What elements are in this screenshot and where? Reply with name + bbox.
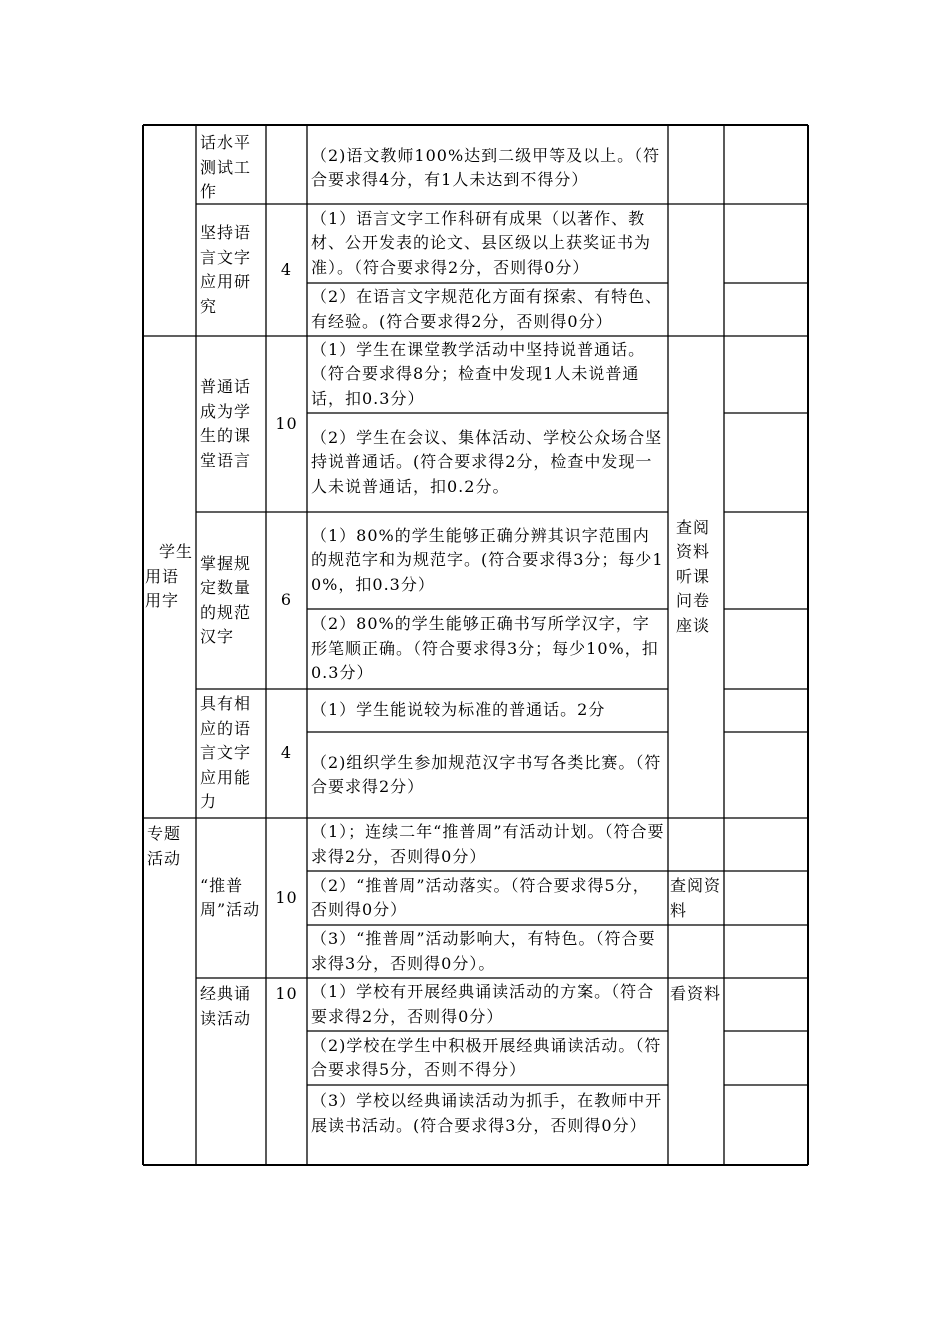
criterion-text: （1）；连续二年“推普周”有活动计划。（符合要求得2分，否则得0分）: [311, 822, 665, 866]
criterion-cell: [307, 283, 668, 336]
item-cell: [196, 129, 266, 204]
criterion-cell: [307, 1087, 668, 1165]
criterion-text: （1）语言文字工作科研有成果（以著作、教材、公开发表的论文、县区级以上获奖证书为准）。（符合要求得2分，否则得0分）: [311, 208, 652, 277]
criterion-cell: [307, 925, 668, 978]
item-label: 经典诵读活动: [200, 984, 252, 1028]
criterion-text: （2）学生在会议、集体活动、学校公众场合坚持说普通话。(符合要求得2分，检查中发现一人未说普通话，扣0.2分。: [311, 427, 663, 496]
score-cell: [266, 689, 307, 818]
score-value: 10: [275, 984, 298, 1003]
score-value: 6: [280, 590, 293, 610]
criterion-text: （2）80%的学生能够正确书写所学汉字，字形笔顺正确。（符合要求得3分；每少10%，扣0.3分）: [311, 614, 659, 683]
criterion-text: （2）在语言文字规范化方面有探索、有特色、有经验。(符合要求得2分，否则得0分）: [311, 287, 663, 331]
item-label: 坚持语言文字应用研究: [200, 223, 252, 316]
method-cell: [668, 980, 724, 1034]
method-cell: [668, 872, 724, 926]
item-cell: [196, 512, 266, 689]
item-cell: [196, 204, 266, 336]
score-cell: [266, 818, 307, 978]
criterion-cell: [307, 732, 668, 818]
category-label: 学生用语用字: [145, 542, 194, 611]
criterion-cell: [307, 336, 668, 413]
category-cell: [143, 336, 196, 818]
criterion-cell: [307, 512, 668, 609]
item-label: 掌握规定数量的规范汉字: [200, 553, 252, 646]
criterion-cell: [307, 818, 668, 871]
criterion-cell: [307, 140, 668, 196]
criterion-cell: [307, 871, 668, 925]
criterion-text: （1）学生在课堂教学活动中坚持说普通话。（符合要求得8分；检查中发现1人未说普通话，扣0.3分）: [311, 339, 646, 408]
criterion-cell: [307, 204, 668, 283]
criterion-text: （1）学校有开展经典诵读活动的方案。（符合要求得2分，否则得0分）: [311, 982, 655, 1026]
criterion-text: （3）“推普周”活动影响大，有特色。（符合要求得3分，否则得0分）。: [311, 929, 656, 973]
score-value: 4: [280, 743, 293, 763]
item-cell: [196, 689, 266, 818]
category-label: 专题活动: [147, 824, 182, 868]
score-value: 4: [280, 259, 293, 279]
score-cell: [266, 336, 307, 512]
item-cell: [196, 336, 266, 512]
method-label: 查阅资料: [670, 876, 722, 920]
criterion-text: （3）学校以经典诵读活动为抓手，在教师中开展读书活动。(符合要求得3分，否则得0分）: [311, 1091, 663, 1135]
item-label: 具有相应的语言文字应用能力: [200, 694, 252, 812]
criterion-text: （2)语文教师100%达到二级甲等及以上。（符合要求得4分，有1人未达到不得分）: [311, 145, 661, 189]
criterion-cell: [307, 609, 668, 689]
item-label: 普通话成为学生的课堂语言: [200, 377, 252, 470]
method-cell: [668, 336, 724, 818]
criterion-cell: [307, 413, 668, 512]
criterion-cell: [307, 689, 668, 732]
score-value: 10: [275, 887, 298, 907]
item-cell: [196, 980, 266, 1040]
criterion-cell: [307, 978, 668, 1031]
criterion-text: （2）“推普周”活动落实。（符合要求得5分，否则得0分）: [311, 875, 650, 919]
method-label: 查阅资料听课问卷座谈: [676, 517, 711, 635]
score-cell: [266, 204, 307, 336]
category-cell: [143, 820, 196, 870]
criterion-text: （2)学校在学生中积极开展经典诵读活动。（符合要求得5分，否则不得分）: [311, 1035, 662, 1079]
item-cell: [196, 818, 266, 978]
criterion-text: （1）80%的学生能够正确分辨其识字范围内的规范字和为规范字。(符合要求得3分；每少10%，扣0.3分）: [311, 525, 664, 594]
item-label: 话水平测试工作: [200, 133, 252, 201]
criterion-text: （2)组织学生参加规范汉字书写各类比赛。（符合要求得2分）: [311, 752, 662, 796]
criterion-cell: [307, 1031, 668, 1085]
score-cell: [266, 982, 307, 1006]
score-value: 10: [275, 413, 298, 433]
criterion-text: （1）学生能说较为标准的普通话。2分: [311, 700, 606, 720]
item-label: “推普周”活动: [200, 875, 261, 919]
score-cell: [266, 512, 307, 689]
method-label: 看资料: [670, 984, 722, 1003]
